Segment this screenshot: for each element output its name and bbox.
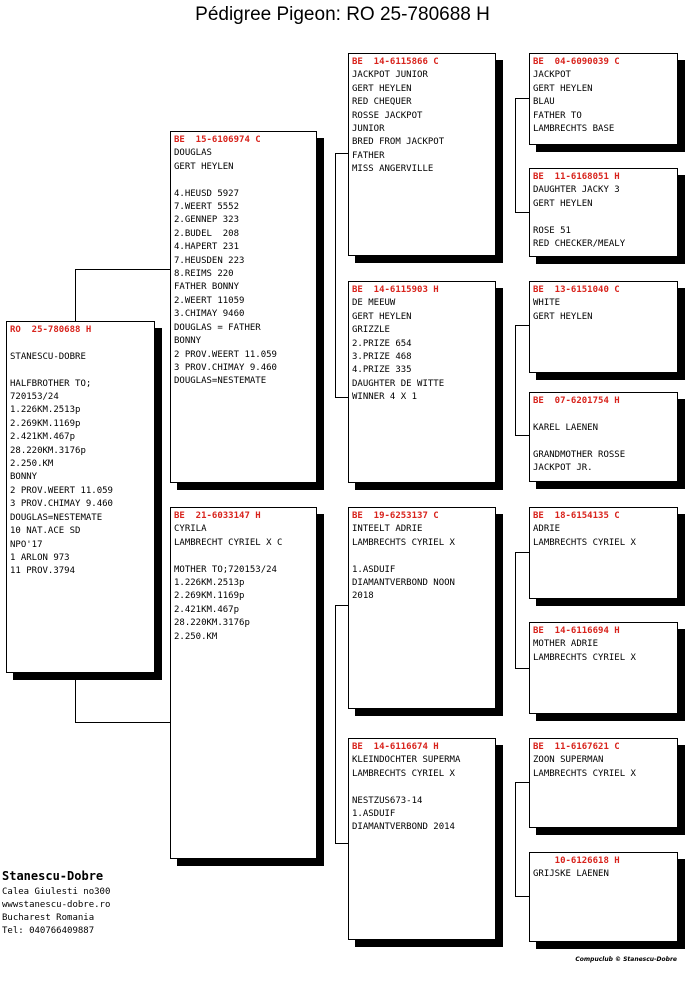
pigeon-card-dss	[529, 507, 678, 599]
pigeon-details: GRIJSKE LAENEN	[533, 869, 609, 880]
ring-number: BE 14-6116694 H	[533, 626, 620, 636]
pigeon-card-dam	[170, 507, 317, 859]
pigeon-card-sdd	[529, 392, 678, 482]
pigeon-details: INTEELT ADRIE LAMBRECHTS CYRIEL X 1.ASDUIF DIAMANTVERBOND NOON 2018	[352, 524, 455, 602]
pigeon-card-ssd	[529, 168, 678, 257]
pigeon-card-dds	[529, 738, 678, 828]
connector	[515, 212, 529, 213]
pigeon-details: DAUGHTER JACKY 3 GERT HEYLEN ROSE 51 RED CHECKER/MEALY	[533, 185, 626, 250]
breeder-city: Bucharest Romania	[2, 913, 95, 923]
pigeon-card-sss	[529, 53, 678, 145]
pigeon-details: DOUGLAS GERT HEYLEN 4.HEUSD 5927 7.WEERT 5552 2.GENNEP 323 2.BUDEL 208 4.HAPERT 231 7.HEUSDEN 223 8.REIMS 220 FATHER BONNY 2.WEERT 11059 3.CHIMAY 9460 DOUGLAS = FATHER BONNY 2 PROV.WEERT 11.059 3 PROV.CHIMAY 9.460 DOUGLAS=NESTEMATE	[174, 148, 277, 387]
ring-number: BE 11-6168051 H	[533, 172, 620, 182]
connector	[515, 782, 529, 783]
pigeon-details: DE MEEUW GERT HEYLEN GRIZZLE 2.PRIZE 654 3.PRIZE 468 4.PRIZE 335 DAUGHTER DE WITTE WINNER 4 X 1	[352, 298, 445, 403]
breeder-contact	[2, 866, 110, 938]
connector	[515, 98, 516, 212]
ring-number: RO 25-780688 H	[10, 325, 92, 335]
ring-number: BE 21-6033147 H	[174, 511, 261, 521]
pigeon-details: ZOON SUPERMAN LAMBRECHTS CYRIEL X	[533, 755, 636, 779]
ring-number: 10-6126618 H	[533, 856, 620, 866]
ring-number: BE 11-6167621 C	[533, 742, 620, 752]
connector	[515, 98, 529, 99]
ring-number: BE 14-6115866 C	[352, 57, 439, 67]
pigeon-details: MOTHER ADRIE LAMBRECHTS CYRIEL X	[533, 639, 636, 663]
pigeon-details: KAREL LAENEN GRANDMOTHER ROSSE JACKPOT JR.	[533, 422, 626, 474]
connector	[335, 153, 349, 154]
pigeon-card-sire-dam	[348, 281, 496, 483]
pigeon-card-dsd	[529, 622, 678, 714]
ring-number: BE 13-6151040 C	[533, 285, 620, 295]
connector	[335, 605, 336, 843]
connector	[515, 325, 516, 435]
connector	[515, 552, 529, 553]
pigeon-card-dam-dam	[348, 738, 496, 940]
pigeon-details: JACKPOT GERT HEYLEN BLAU FATHER TO LAMBRECHTS BASE	[533, 70, 615, 135]
pigeon-details: ADRIE LAMBRECHTS CYRIEL X	[533, 524, 636, 548]
ring-number: BE 07-6201754 H	[533, 396, 620, 406]
pigeon-details: WHITE GERT HEYLEN	[533, 298, 593, 322]
pigeon-card-sire	[170, 131, 317, 483]
ring-number: BE 04-6090039 C	[533, 57, 620, 67]
connector	[75, 672, 76, 722]
connector	[515, 896, 529, 897]
connector	[515, 782, 516, 896]
connector	[335, 843, 349, 844]
connector	[515, 435, 529, 436]
pigeon-card-ddd	[529, 852, 678, 942]
pigeon-card-sire-sire	[348, 53, 496, 256]
ring-number: BE 15-6106974 C	[174, 135, 261, 145]
ring-number: BE 14-6116674 H	[352, 742, 439, 752]
connector	[75, 722, 171, 723]
ring-number: BE 19-6253137 C	[352, 511, 439, 521]
ring-number: BE 14-6115903 H	[352, 285, 439, 295]
breeder-address: Calea Giulesti no300	[2, 887, 111, 897]
connector	[515, 325, 529, 326]
pigeon-card-sds	[529, 281, 678, 373]
software-credit: Compuclub © Stanescu-Dobre	[575, 956, 677, 963]
connector	[335, 397, 349, 398]
pigeon-card-root	[6, 321, 155, 673]
ring-number: BE 18-6154135 C	[533, 511, 620, 521]
connector	[335, 605, 349, 606]
breeder-website[interactable]: wwwstanescu-dobre.ro	[2, 900, 111, 910]
connector	[515, 552, 516, 668]
connector	[75, 269, 171, 270]
page-title: Pédigree Pigeon: RO 25-780688 H	[195, 4, 490, 25]
breeder-phone: Tel: 040766409887	[2, 926, 95, 936]
breeder-name: Stanescu-Dobre	[2, 869, 104, 883]
pigeon-card-dam-sire	[348, 507, 496, 709]
pigeon-details: STANESCU-DOBRE HALFBROTHER TO; 720153/24 1.226KM.2513p 2.269KM.1169p 2.421KM.467p 28.220KM.3176p 2.250.KM BONNY 2 PROV.WEERT 11.059 3 PROV.CHIMAY 9.460 DOUGLAS=NESTEMATE 10 NAT.ACE SD NPO'17 1 ARLON 973 11 PROV.3794	[10, 351, 113, 577]
connector	[515, 668, 529, 669]
connector	[335, 153, 336, 397]
pigeon-details: JACKPOT JUNIOR GERT HEYLEN RED CHEQUER ROSSE JACKPOT JUNIOR BRED FROM JACKPOT FATHER MISS ANGERVILLE	[352, 70, 445, 175]
pigeon-details: KLEINDOCHTER SUPERMA LAMBRECHTS CYRIEL X NESTZUS673-14 1.ASDUIF DIAMANTVERBOND 2014	[352, 755, 461, 833]
pigeon-details: CYRILA LAMBRECHT CYRIEL X C MOTHER TO;720153/24 1.226KM.2513p 2.269KM.1169p 2.421KM.467p 28.220KM.3176p 2.250.KM	[174, 524, 283, 642]
connector	[75, 269, 76, 321]
